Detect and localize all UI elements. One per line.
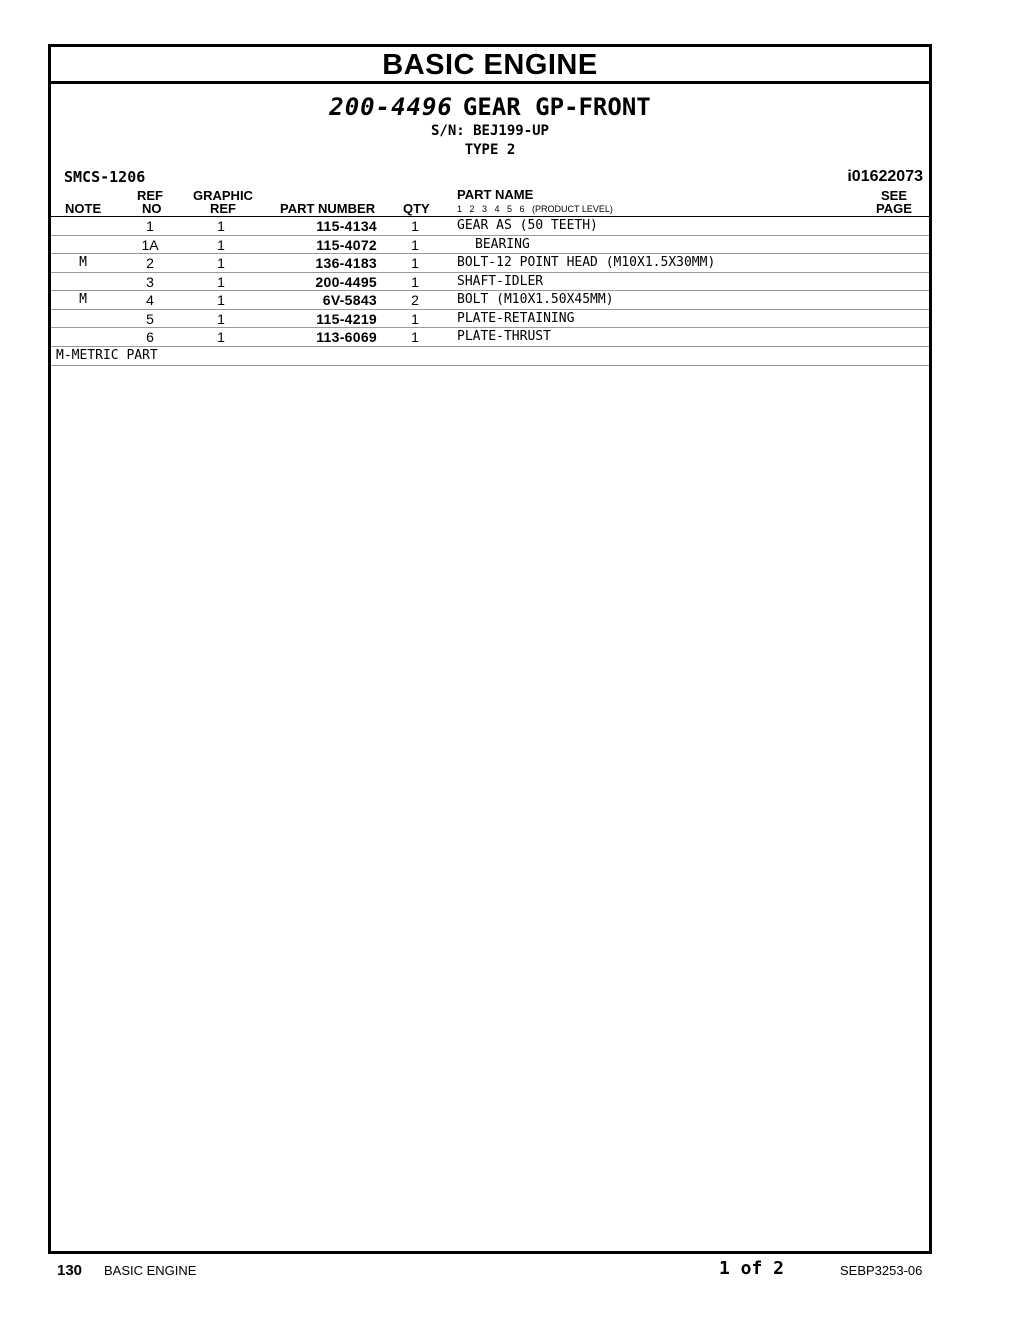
col-ref-1: REF: [137, 188, 163, 203]
col-see-2: PAGE: [876, 201, 912, 216]
row-part-number: 136-4183: [315, 255, 377, 271]
row-ref-no: 2: [146, 255, 154, 271]
serial-number: S/N: BEJ199-UP: [430, 123, 549, 139]
col-part-number: PART NUMBER: [280, 201, 376, 216]
row-part-name: BOLT-12 POINT HEAD (M10X1.5X30MM): [457, 255, 716, 270]
row-qty: 1: [411, 255, 419, 271]
row-graphic-ref: 1: [217, 310, 225, 327]
meta-row: [51, 166, 929, 188]
parts-frame: [48, 44, 932, 1254]
row-qty: 1: [411, 236, 419, 253]
row-ref-no: 1A: [141, 236, 159, 253]
parts-list: [51, 217, 929, 347]
group-title: [51, 92, 929, 122]
table-row: [51, 328, 929, 347]
row-qty: 2: [411, 292, 419, 308]
group-name: GEAR GP-FRONT: [462, 93, 651, 121]
row-qty: 1: [411, 310, 419, 327]
row-graphic-ref: 1: [217, 273, 225, 290]
col-graphic-1: GRAPHIC: [193, 188, 253, 203]
row-graphic-ref: 1: [217, 255, 225, 271]
table-row: [51, 273, 929, 292]
row-part-number: 115-4219: [316, 310, 377, 327]
row-part-name: BEARING: [475, 236, 530, 252]
row-note: M: [79, 292, 87, 307]
row-graphic-ref: 1: [217, 329, 225, 345]
row-note: M: [79, 255, 87, 270]
section-title: BASIC ENGINE: [51, 47, 929, 84]
smcs-code: SMCS-1206: [64, 168, 146, 186]
col-see-1: SEE: [881, 188, 908, 203]
metric-footnote: M-METRIC PART: [51, 347, 929, 366]
row-part-name: PLATE-THRUST: [457, 329, 551, 344]
table-row: [51, 254, 929, 273]
col-note: NOTE: [65, 201, 102, 216]
page-footer: [0, 1258, 1020, 1288]
type-label: TYPE 2: [464, 142, 516, 158]
group-number: 200-4496: [329, 93, 453, 121]
table-row: [51, 291, 929, 310]
col-qty: QTY: [403, 201, 430, 216]
document-id: SEBP3253-06: [840, 1263, 923, 1278]
row-ref-no: 5: [146, 310, 154, 327]
row-part-number: 113-6069: [316, 329, 377, 345]
table-row: [51, 310, 929, 329]
row-qty: 1: [411, 329, 419, 345]
col-part-name: PART NAME: [457, 187, 534, 202]
page-number: 130: [57, 1262, 83, 1279]
illustration-id: i01622073: [847, 168, 923, 185]
row-ref-no: 1: [146, 218, 154, 234]
row-part-name: BOLT (M10X1.50X45MM): [457, 292, 614, 307]
row-part-number: 115-4134: [316, 218, 377, 234]
footer-section: BASIC ENGINE: [104, 1263, 197, 1278]
row-part-number: 6V-5843: [322, 292, 377, 308]
row-part-name: GEAR AS (50 TEETH): [457, 218, 598, 233]
row-part-name: SHAFT-IDLER: [457, 273, 544, 289]
row-ref-no: 3: [146, 273, 154, 290]
col-product-levels: 1 2 3 4 5 6 (PRODUCT LEVEL): [457, 204, 613, 214]
row-part-number: 200-4495: [315, 273, 377, 290]
page-count: 1 of 2: [719, 1258, 785, 1279]
col-graphic-2: REF: [210, 201, 236, 216]
row-part-number: 115-4072: [316, 236, 377, 253]
row-graphic-ref: 1: [217, 218, 225, 234]
row-graphic-ref: 1: [217, 292, 225, 308]
col-ref-2: NO: [142, 201, 162, 216]
row-ref-no: 4: [146, 292, 154, 308]
row-part-name: PLATE-RETAINING: [457, 310, 575, 326]
table-row: [51, 236, 929, 255]
row-ref-no: 6: [146, 329, 154, 345]
row-graphic-ref: 1: [217, 236, 225, 253]
row-qty: 1: [411, 273, 419, 290]
column-headers: [51, 188, 929, 217]
row-qty: 1: [411, 218, 419, 234]
table-row: [51, 217, 929, 236]
